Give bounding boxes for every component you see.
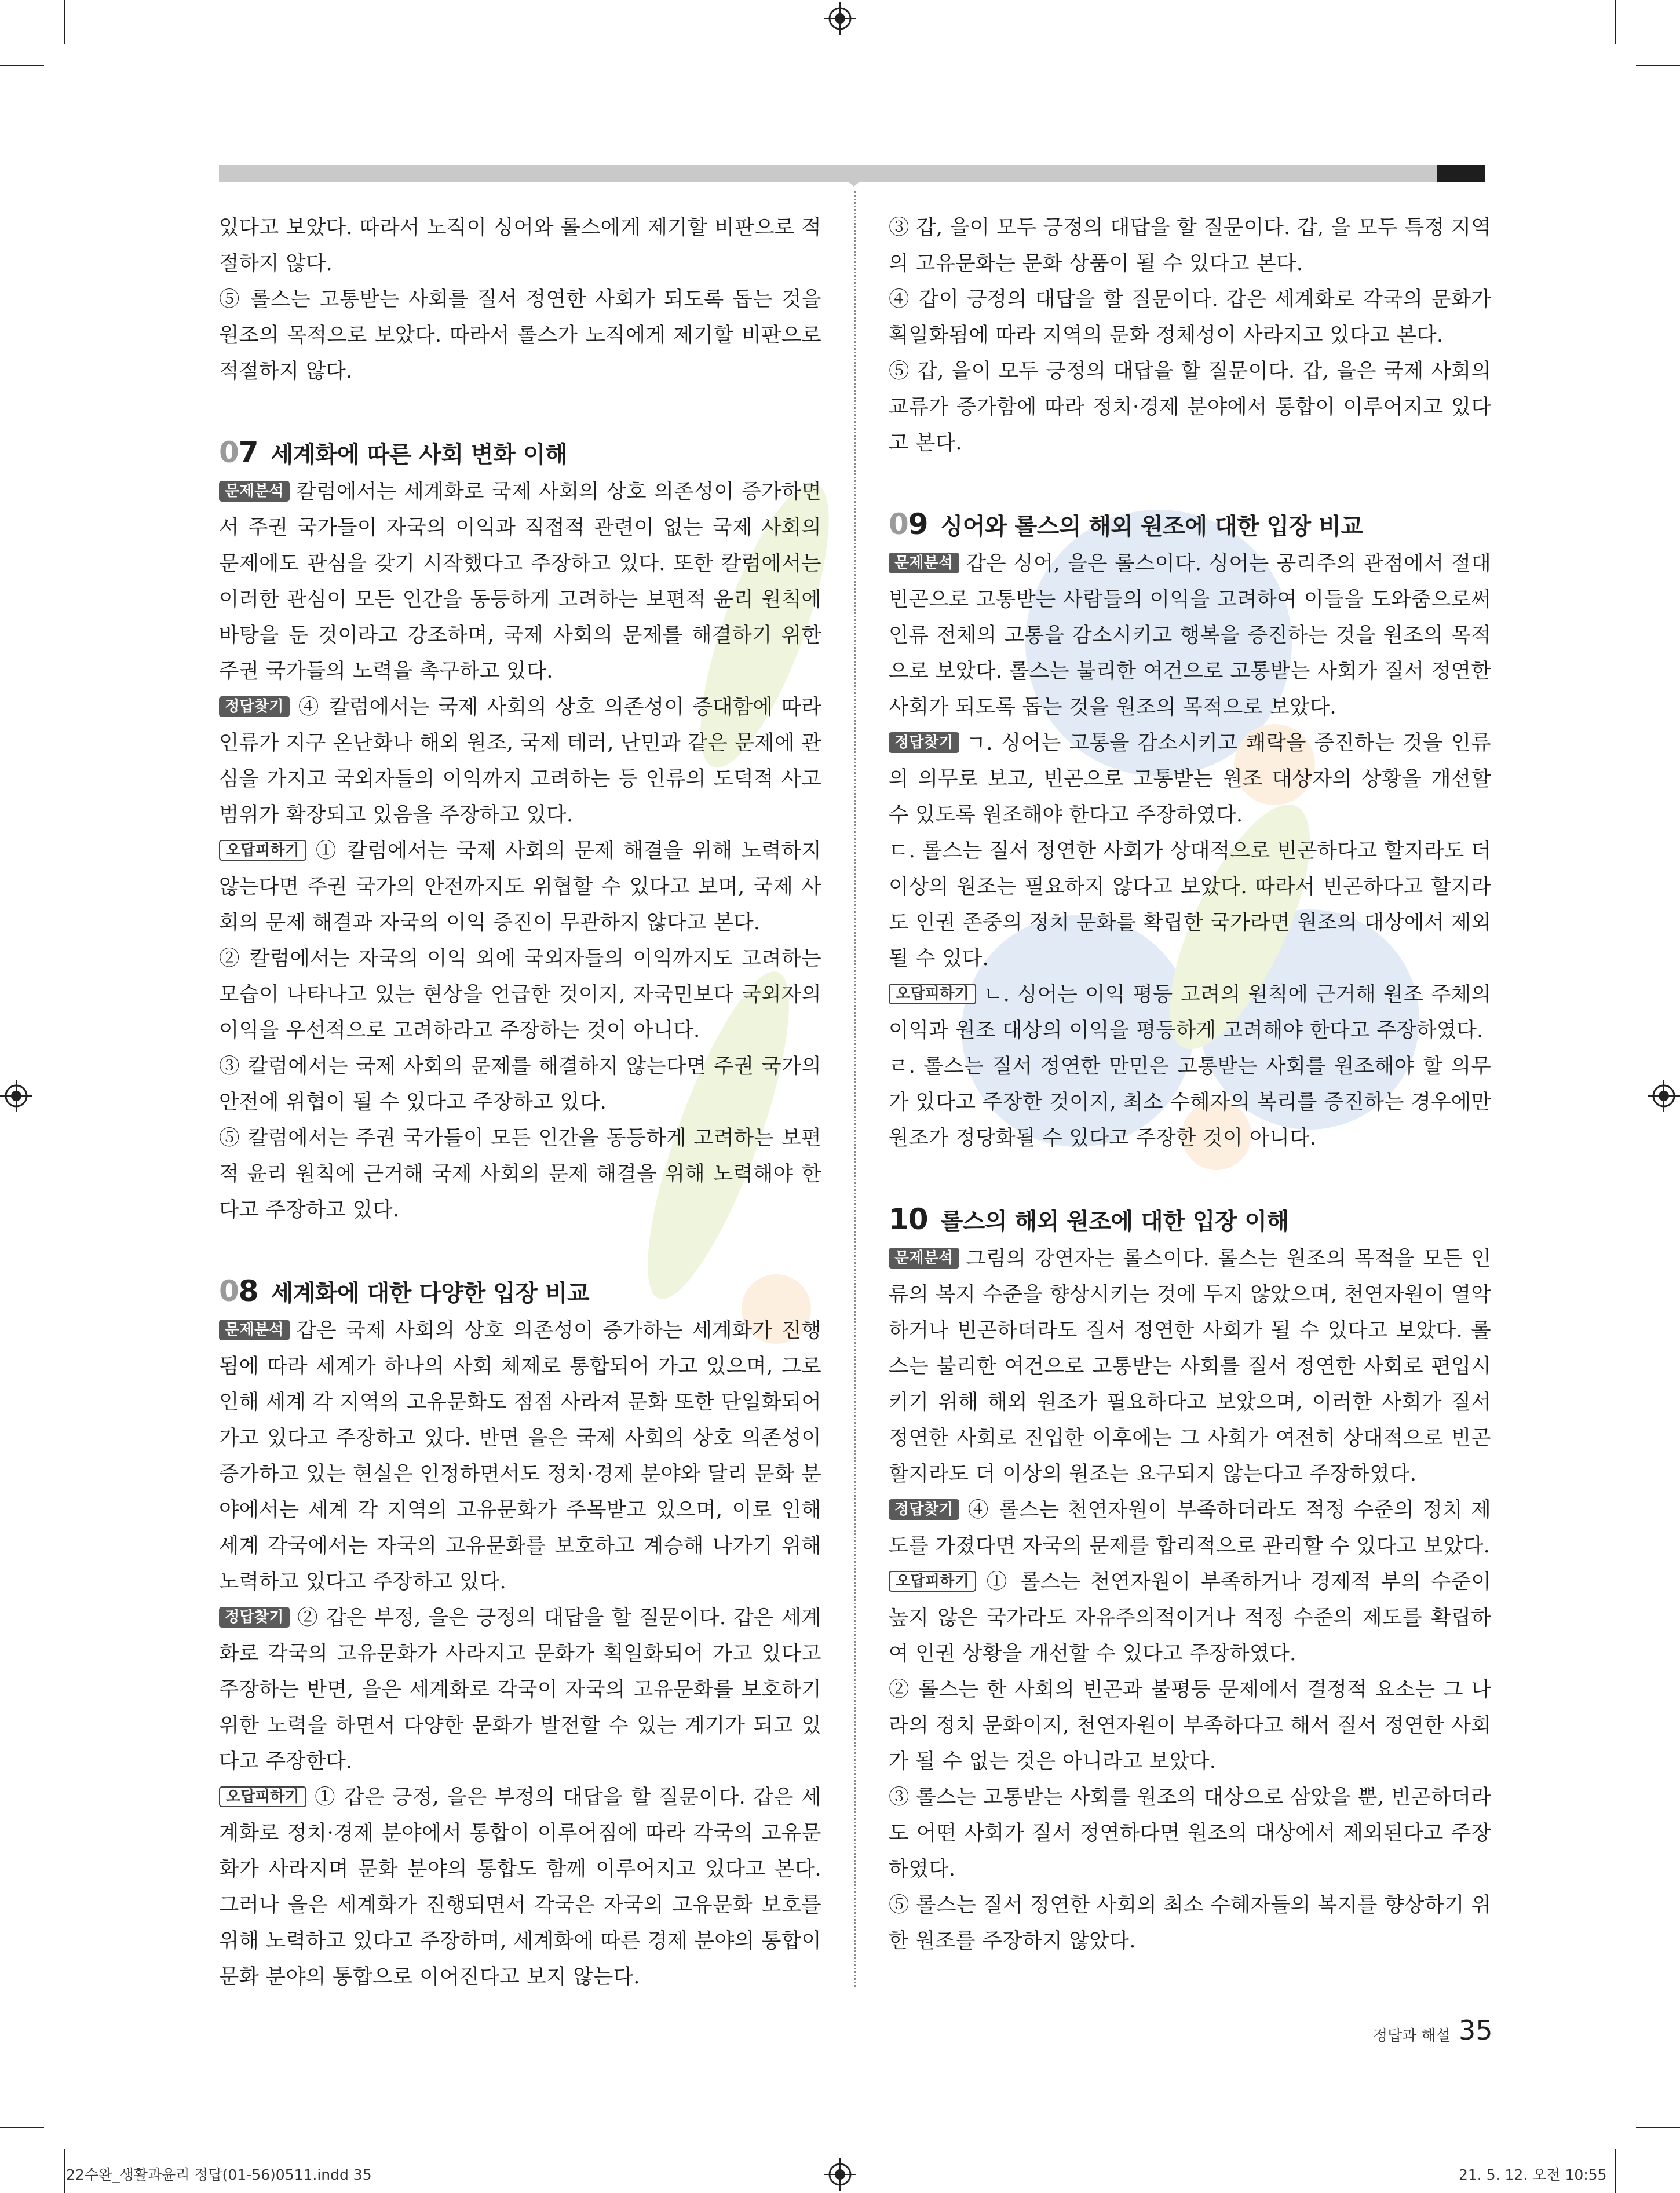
section-title: 싱어와 롤스의 해외 원조에 대한 입장 비교 [940, 513, 1363, 540]
answer-paragraph [889, 1492, 1491, 1564]
print-slug: 22수완_생활과윤리 정답(01-56)0511.indd 35 [66, 2166, 372, 2183]
section-number-digit: 7 [238, 436, 258, 469]
spacer [889, 1156, 1491, 1193]
analysis-text: 그림의 강연자는 롤스이다. 롤스는 원조의 목적을 모든 인류의 복지 수준을 향상시키는 것에 두지 않았으며, 천연자원이 열악하거나 빈곤하더라도 질서 정연한 사회가 될 수 있다고 보았다. 롤스는 불리한 여건으로 고통받는 사회를 질서 정연한 사회로 편입시키기 위해 해외 원조가 필요하다고 보았으며, 이러한 사회가 질서 정연한 사회로 진입한 이후에는 그 사회가 여전히 상대적으로 빈곤할지라도 더 이상의 원조는 요구되지 않는다고 주장하였다. [889, 1247, 1491, 1486]
wrong-tag: 오답피하기 [219, 840, 306, 861]
page-number: 35 [1459, 2015, 1493, 2046]
right-column [889, 210, 1491, 1959]
section-number-lead-digit: 0 [219, 1274, 239, 1308]
answer-tag: 정답찾기 [219, 1607, 290, 1628]
header-bar-tab [1437, 165, 1485, 182]
answer-tag: 정답찾기 [889, 732, 959, 753]
answer-item: ㄷ. 롤스는 질서 정연한 사회가 상대적으로 빈곤하다고 할지라도 더 이상의 원조는 필요하지 않다고 보았다. 따라서 빈곤하다고 할지라도 인권 존중의 정치 문화를 확립한 국가라면 원조의 대상에서 제외될 수 있다. [889, 839, 1491, 970]
crop-mark [0, 2127, 44, 2128]
analysis-paragraph [889, 1241, 1491, 1492]
analysis-paragraph [219, 1313, 821, 1600]
wrong-item: ⑤ 칼럼에서는 주권 국가들이 모든 인간을 동등하게 고려하는 보편적 윤리 원칙에 근거해 국제 사회의 문제 해결을 위해 노력해야 한다고 주장하고 있다. [219, 1126, 821, 1222]
analysis-text: 칼럼에서는 세계화로 국제 사회의 상호 의존성이 증가하면서 주권 국가들이 자국의 이익과 직접적 관련이 없는 국제 사회의 문제에도 관심을 갖기 시작했다고 주장하고 있다. 또한 칼럼에서는 이러한 관심이 모든 인간을 동등하게 고려하는 보편적 윤리 원칙에 바탕을 둔 것이라고 강조하며, 국제 사회의 문제를 해결하기 위한 주권 국가들의 노력을 촉구하고 있다. [219, 480, 821, 683]
crop-mark [1615, 0, 1616, 44]
paragraph: ③ 갑, 을이 모두 긍정의 대답을 할 질문이다. 갑, 을 모두 특정 지역의 고유문화는 문화 상품이 될 수 있다고 본다. [889, 215, 1491, 275]
answer-tag: 정답찾기 [889, 1499, 959, 1520]
section-title: 세계화에 대한 다양한 입장 비교 [271, 1280, 590, 1307]
wrong-item: ③ 칼럼에서는 국제 사회의 문제를 해결하지 않는다면 주권 국가의 안전에 위협이 될 수 있다고 주장하고 있다. [219, 1054, 821, 1114]
section-heading [889, 1193, 1491, 1241]
wrong-tag: 오답피하기 [219, 1786, 306, 1807]
section-heading [889, 498, 1491, 546]
wrong-text: ㄴ. 싱어는 이익 평등 고려의 원칙에 근거해 원조 주체의 이익과 원조 대상의 이익을 평등하게 고려해야 한다고 주장하였다. [889, 982, 1491, 1042]
analysis-paragraph [219, 474, 821, 689]
section-number [219, 436, 258, 469]
answer-text: ㄱ. 싱어는 고통을 감소시키고 쾌락을 증진하는 것을 인류의 의무로 보고, 빈곤으로 고통받는 원조 대상자의 상황을 개선할 수 있도록 원조해야 한다고 주장하였다. [889, 731, 1491, 827]
registration-mark-icon [824, 2158, 856, 2191]
wrong-text: ① 칼럼에서는 국제 사회의 문제 해결을 위해 노력하지 않는다면 주권 국가의 안전까지도 위협할 수 있다고 보며, 국제 사회의 문제 해결과 자국의 이익 증진이 무관하지 않다고 본다. [219, 839, 821, 934]
analysis-text: 갑은 싱어, 을은 롤스이다. 싱어는 공리주의 관점에서 절대 빈곤으로 고통받는 사람들의 이익을 고려하여 이들을 도와줌으로써 인류 전체의 고통을 감소시키고 행복을 증진하는 것을 원조의 목적으로 보았다. 롤스는 불리한 여건으로 고통받는 사회가 질서 정연한 사회가 되도록 돕는 것을 원조의 목적으로 보았다. [889, 551, 1491, 719]
section-number-digit: 8 [238, 1274, 258, 1308]
spacer [889, 461, 1491, 498]
wrong-item: ③ 롤스는 고통받는 사회를 원조의 대상으로 삼았을 뿐, 빈곤하더라도 어떤 사회가 질서 정연하다면 원조의 대상에서 제외된다고 주장하였다. [889, 1785, 1491, 1881]
wrong-item: ㄹ. 롤스는 질서 정연한 만민은 고통받는 사회를 원조해야 할 의무가 있다고 주장한 것이지, 최소 수혜자의 복리를 증진하는 경우에만 원조가 정당화될 수 있다고 주장한 것이 아니다. [889, 1054, 1491, 1150]
paragraph: ④ 갑이 긍정의 대답을 할 질문이다. 갑은 세계화로 각국의 문화가 획일화됨에 따라 지역의 문화 정체성이 사라지고 있다고 본다. [889, 287, 1491, 347]
analysis-tag: 문제분석 [219, 1320, 290, 1340]
print-timestamp: 21. 5. 12. 오전 10:55 [1459, 2166, 1607, 2183]
paragraph: 있다고 보았다. 따라서 노직이 싱어와 롤스에게 제기할 비판으로 적절하지 않다. [219, 215, 821, 275]
spacer [219, 389, 821, 426]
answer-paragraph [219, 689, 821, 833]
section-number [889, 1203, 928, 1236]
wrong-item: ② 칼럼에서는 자국의 이익 외에 국외자들의 이익까지도 고려하는 모습이 나타나고 있는 현상을 언급한 것이지, 자국민보다 국외자의 이익을 우선적으로 고려하라고 주장하는 것이 아니다. [219, 946, 821, 1042]
wrong-text: ① 갑은 긍정, 을은 부정의 대답을 할 질문이다. 갑은 세계화로 정치·경제 분야에서 통합이 이루어짐에 따라 각국의 고유문화가 사라지며 문화 분야의 통합도 함께 이루어지고 있다고 본다. 그러나 을은 세계화가 진행되면서 각국은 자국의 고유문화 보호를 위해 노력하고 있다고 주장하며, 세계화에 따른 경제 분야의 통합이 문화 분야의 통합으로 이어진다고 보지 않는다. [219, 1785, 821, 1989]
crop-mark [1636, 2127, 1680, 2128]
crop-mark [64, 0, 65, 44]
section-title: 세계화에 따른 사회 변화 이해 [271, 441, 567, 468]
section-number-lead-digit: 0 [889, 507, 908, 541]
section-number [219, 1274, 258, 1308]
wrong-tag: 오답피하기 [889, 1571, 976, 1592]
section-number [889, 507, 928, 541]
section-number-lead-digit: 1 [889, 1203, 908, 1236]
registration-mark-icon [824, 2, 856, 35]
analysis-tag: 문제분석 [219, 481, 290, 502]
wrong-item: ⑤ 롤스는 질서 정연한 사회의 최소 수혜자들의 복지를 향상하기 위한 원조를 주장하지 않았다. [889, 1893, 1491, 1953]
section-number-lead-digit: 0 [219, 436, 239, 469]
paragraph: ⑤ 갑, 을이 모두 긍정의 대답을 할 질문이다. 갑, 을은 국제 사회의 교류가 증가함에 따라 정치·경제 분야에서 통합이 이루어지고 있다고 본다. [889, 359, 1491, 455]
analysis-paragraph [889, 546, 1491, 725]
wrong-paragraph [219, 1779, 821, 1995]
section-title: 롤스의 해외 원조에 대한 입장 이해 [940, 1208, 1289, 1235]
section-heading [219, 1265, 821, 1313]
answer-text: ④ 롤스는 천연자원이 부족하더라도 적정 수준의 정치 제도를 가졌다면 자국의 문제를 합리적으로 관리할 수 있다고 보았다. [889, 1498, 1491, 1558]
answer-paragraph [889, 725, 1491, 833]
analysis-tag: 문제분석 [889, 553, 959, 573]
wrong-paragraph [889, 1564, 1491, 1672]
wrong-text: ① 롤스는 천연자원이 부족하거나 경제적 부의 수준이 높지 않은 국가라도 자유주의적이거나 적정 수준의 제도를 확립하여 인권 상황을 개선할 수 있다고 주장하였다. [889, 1570, 1491, 1665]
answer-text: ④ 칼럼에서는 국제 사회의 상호 의존성이 증대함에 따라 인류가 지구 온난화나 해외 원조, 국제 테러, 난민과 같은 문제에 관심을 가지고 국외자들의 이익까지 고려하는 등 인류의 도덕적 사고 범위가 확장되고 있음을 주장하고 있다. [219, 695, 821, 827]
crop-mark [1636, 65, 1680, 66]
answer-text: ② 갑은 부정, 을은 긍정의 대답을 할 질문이다. 갑은 세계화로 각국의 고유문화가 사라지고 문화가 획일화되어 가고 있다고 주장하는 반면, 을은 세계화로 각국이 자국의 고유문화를 보호하기 위한 노력을 하면서 다양한 문화가 발전할 수 있는 계기가 되고 있다고 주장한다. [219, 1606, 821, 1773]
section-number-digit: 9 [908, 507, 928, 541]
analysis-tag: 문제분석 [889, 1248, 959, 1269]
wrong-item: ② 롤스는 한 사회의 빈곤과 불평등 문제에서 결정적 요소는 그 나라의 정치 문화이지, 천연자원이 부족하다고 해서 질서 정연한 사회가 될 수 없는 것은 아니라고 보았다. [889, 1677, 1491, 1773]
header-notch [839, 174, 869, 187]
footer-label: 정답과 해설 [1373, 2027, 1451, 2045]
crop-mark [0, 65, 44, 66]
registration-mark-icon [1648, 1080, 1680, 1112]
wrong-tag: 오답피하기 [889, 984, 976, 1004]
spacer [219, 1228, 821, 1265]
crop-mark [1615, 2149, 1616, 2193]
paragraph: ⑤ 롤스는 고통받는 사회를 질서 정연한 사회가 되도록 돕는 것을 원조의 목적으로 보았다. 따라서 롤스가 노직에게 제기할 비판으로 적절하지 않다. [219, 287, 821, 383]
crop-mark [64, 2149, 65, 2193]
wrong-paragraph [889, 977, 1491, 1048]
section-number-digit: 0 [908, 1203, 928, 1236]
section-heading [219, 426, 821, 474]
wrong-paragraph [219, 833, 821, 941]
analysis-text: 갑은 국제 사회의 상호 의존성이 증가하는 세계화가 진행됨에 따라 세계가 하나의 사회 체제로 통합되어 가고 있으며, 그로 인해 세계 각 지역의 고유문화도 점점 사라져 문화 또한 단일화되어 가고 있다고 주장하고 있다. 반면 을은 국제 사회의 상호 의존성이 증가하고 있는 현실은 인정하면서도 정치·경제 분야와 달리 문화 분야에서는 세계 각 지역의 고유문화가 주목받고 있으며, 이로 인해 세계 각국에서는 자국의 고유문화를 보호하고 계승해 나가기 위해 노력하고 있다고 주장하고 있다. [219, 1318, 821, 1593]
answer-tag: 정답찾기 [219, 696, 290, 717]
column-divider [854, 191, 856, 1987]
answer-paragraph [219, 1600, 821, 1779]
left-column [219, 210, 821, 1995]
registration-mark-icon [0, 1080, 32, 1112]
